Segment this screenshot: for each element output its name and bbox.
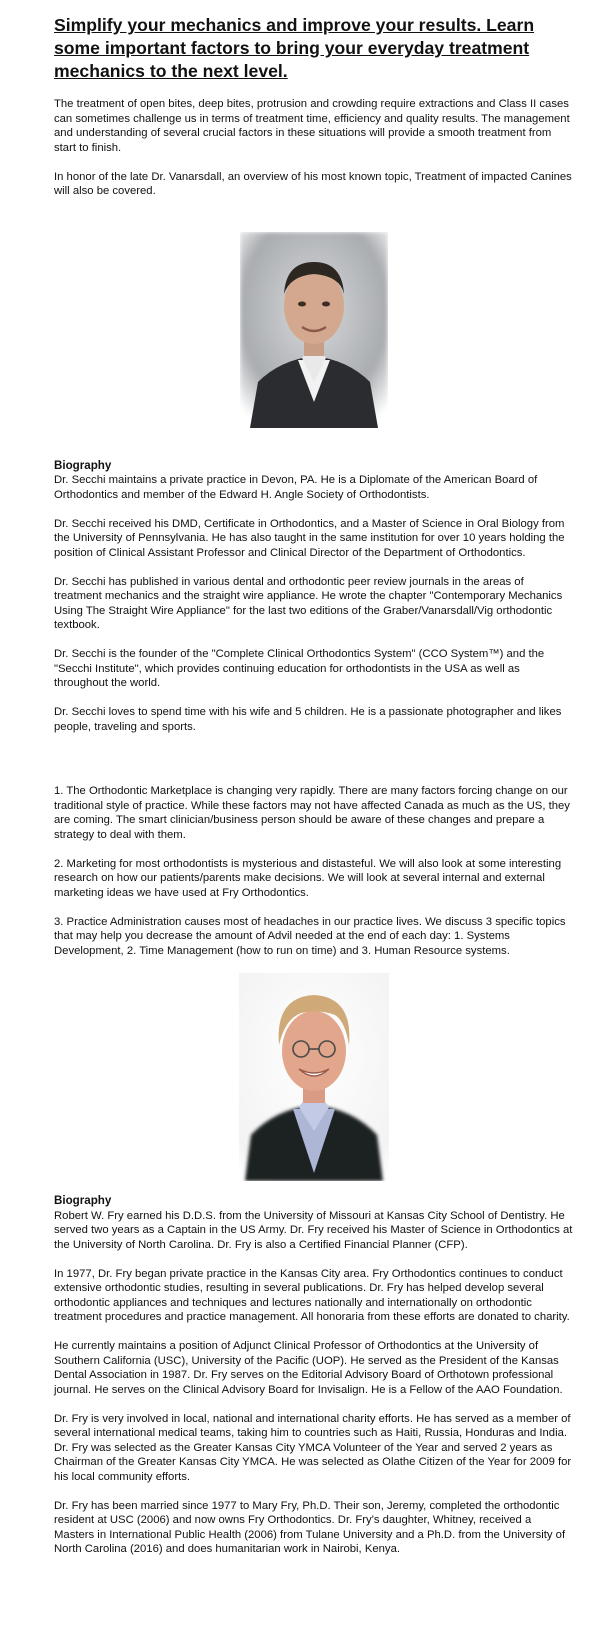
fry-portrait-photo — [239, 973, 389, 1181]
topic-item: 3. Practice Administration causes most of headaches in our practice lives. We discuss 3 specific topics that may help you decrease the amount of Advil needed at the end of each day: 1. Systems Development, 2. Time Management (how to run on time) and 3. Human Resource systems. — [54, 915, 566, 957]
secchi-bio-paragraph: Dr. Secchi is the founder of the "Complete Clinical Orthodontics System" (CCO System™) and the "Secchi Institute", which provides continuing education for orthodontists in the USA as well as throughout the world. — [54, 648, 545, 689]
secchi-biography-title: Biography — [54, 458, 112, 472]
intro-paragraph: In honor of the late Dr. Vanarsdall, an overview of his most known topic, Treatment of impacted Canines will also be covered. — [54, 170, 572, 197]
fry-bio-paragraph: He currently maintains a position of Adjunct Clinical Professor of Orthodontics at the University of Southern California (USC), University of the Pacific (UOP). He served as the President of the Kansas Dental Association in 1987. Dr. Fry serves on the Editorial Advisory Board of Orthotown professional journal. He serves on the Clinical Advisory Board for Invisalign. He is a Fellow of the AAO Foundation. — [54, 1340, 563, 1396]
intro-paragraph: The treatment of open bites, deep bites, protrusion and crowding require extractions and Class II cases can sometimes challenge us in terms of treatment time, efficiency and quality results. The management and understanding of several crucial factors in these situations will provide a smooth treatment from start to finish. — [54, 98, 570, 154]
secchi-bio-paragraph: Dr. Secchi maintains a private practice in Devon, PA. He is a Diplomate of the American Board of Orthodontics and member of the Edward H. Angle Society of Orthodontists. — [54, 474, 538, 501]
topic-item: 1. The Orthodontic Marketplace is changing very rapidly. There are many factors forcing change on our traditional style of practice. While these factors may not have affected Canada as much as the US, they are coming. The smart clinician/business person should be aware of these changes and prepare a strategy to deal with them. — [54, 785, 570, 841]
fry-bio-paragraph: Dr. Fry has been married since 1977 to Mary Fry, Ph.D. Their son, Jeremy, completed the orthodontic resident at USC (2006) and now owns Fry Orthodontics. Dr. Fry's daughter, Whitney, received a Masters in International Public Health (2006) from Tulane University and a Ph.D. from the University of North Carolina (2016) and does humanitarian work in Nairobi, Kenya. — [54, 1499, 566, 1555]
secchi-bio-paragraph: Dr. Secchi received his DMD, Certificate in Orthodontics, and a Master of Science in Oral Biology from the University of Pennsylvania. He has also taught in the same institution for over 10 years holding the position of Clinical Assistant Professor and Clinical Director of the Department of Orthodontics. — [54, 517, 565, 559]
fry-bio-paragraph: Robert W. Fry earned his D.D.S. from the University of Missouri at Kansas City School of Dentistry. He served two years as a Captain in the US Army. Dr. Fry received his Master of Science in Orthodontics at the University of North Carolina. Dr. Fry is also a Certified Financial Planner (CFP). — [54, 1209, 573, 1251]
secchi-bio-paragraph: Dr. Secchi loves to spend time with his wife and 5 children. He is a passionate photographer and likes people, traveling and sports. — [54, 706, 562, 733]
secchi-bio-paragraph: Dr. Secchi has published in various dental and orthodontic peer review journals in the areas of treatment mechanics and the straight wire appliance. He wrote the chapter "Contemporary Mechanics Using The Straight Wire Appliance" for the last two editions of the Graber/Vanarsdall/Vig orthodontic textbook. — [54, 575, 563, 631]
fry-bio-paragraph: Dr. Fry is very involved in local, national and international charity efforts. He has served as a member of several international medical teams, taking him to countries such as Haiti, Russia, Honduras and India. Dr. Fry was selected as the Greater Kansas City YMCA Volunteer of the Year and served 2 years as Chairman of the Greater Kansas City YMCA. He was selected as Olathe Citizen of the Year for 2009 for his local community efforts. — [54, 1412, 572, 1483]
topic-item: 2. Marketing for most orthodontists is mysterious and distasteful. We will also look at some interesting research on how our patients/parents make decisions. We will look at several internal and external marketing ideas we have used at Fry Orthodontics. — [54, 857, 562, 899]
page-heading: Simplify your mechanics and improve your results. Learn some important factors to bring your everyday treatment mechanics to the next level. — [54, 15, 535, 81]
fry-biography-title: Biography — [54, 1194, 112, 1207]
fry-bio-paragraph: In 1977, Dr. Fry began private practice in the Kansas City area. Fry Orthodontics continues to conduct extensive orthodontic studies, resulting in several publications. Dr. Fry has helped develop several orthodontic appliances and techniques and lectures nationally and internationally on orthodontic treatment procedures and practice management. All honoraria from these efforts are donated to charity. — [54, 1267, 570, 1323]
secchi-portrait-photo — [240, 232, 388, 428]
document-page — [54, 14, 574, 1557]
